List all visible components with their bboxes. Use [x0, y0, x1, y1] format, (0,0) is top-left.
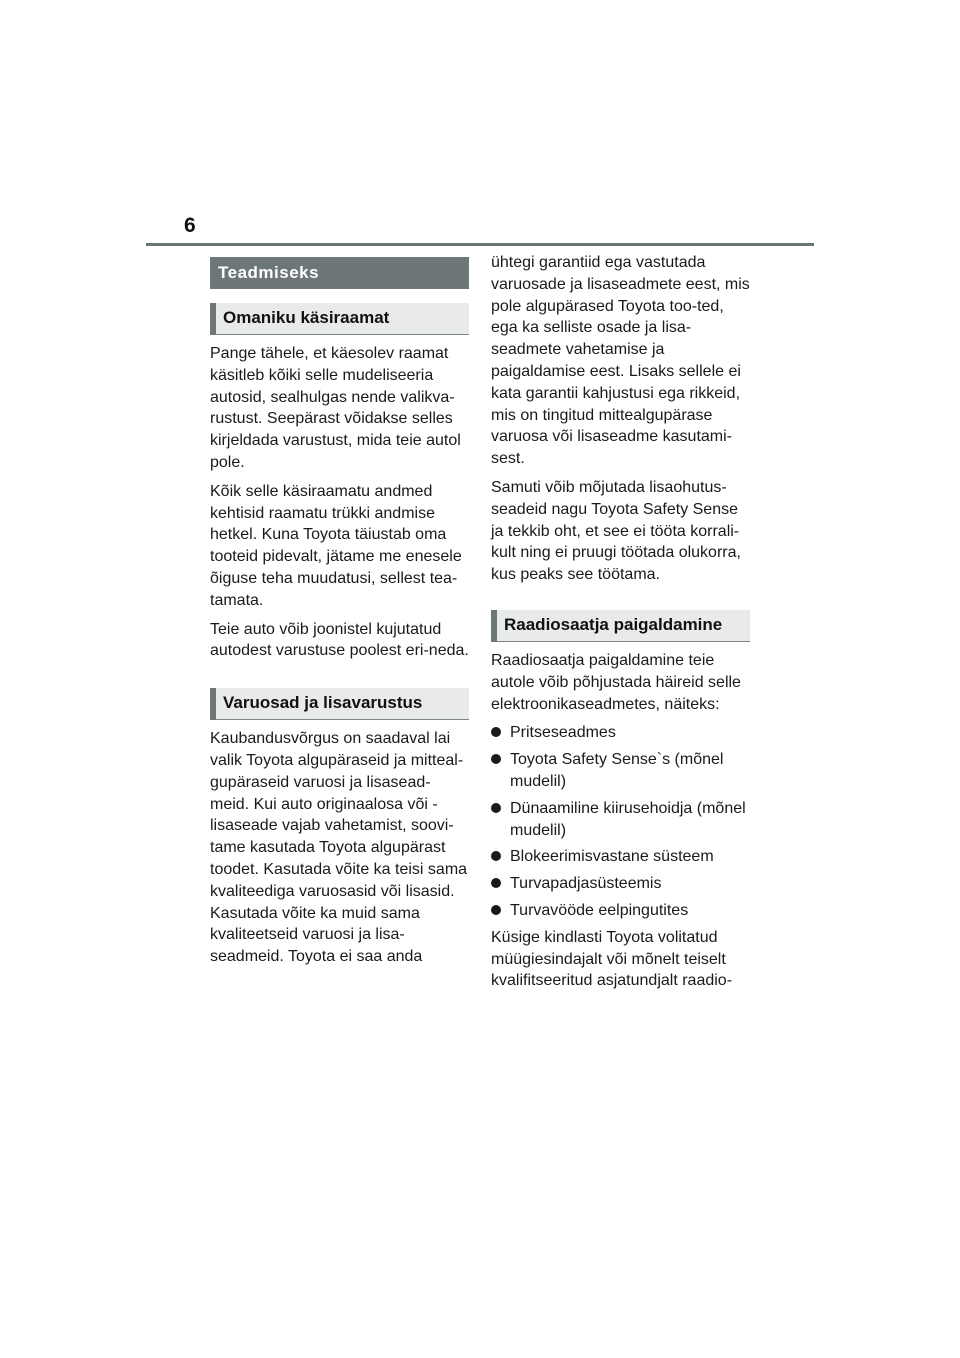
list-item-text: Pritseseadmes	[510, 724, 616, 742]
list-item-text: Blokeerimisvastane süsteem	[510, 848, 714, 866]
radio-device-list	[491, 722, 750, 921]
list-item	[491, 846, 750, 868]
owners-manual-paragraph: Kõik selle käsiraamatu andmed kehtisid raamatu trükki andmise hetkel. Kuna Toyota täiustab oma tooteid pidevalt, jätame me enesele õiguse teha muudatusi, sellest tea-tamata.	[210, 482, 462, 609]
parts-continued-paragraph: ühtegi garantiid ega vastutada varuosade ja lisaseadmete eest, mis pole algupärased Toyota too-ted, ega ka selliste osade ja lisa-seadmete vahetamise ja paigaldamise eest. Lisaks sellele ei kata garantii kahjustusi ega rikkeid, mis on tingitud mittealgupärase varuosa või lisaseadme kasutami-sest.	[491, 254, 750, 468]
list-item-text: Turvavööde eelpingutites	[510, 901, 689, 919]
list-item-text: Turvapadjasüsteemis	[510, 875, 662, 893]
bullet-icon	[491, 851, 501, 861]
radio-intro: Raadiosaatja paigaldamine teie autole võib põhjustada häireid selle elektroonikaseadmetes, näiteks:	[491, 651, 741, 713]
bullet-icon	[491, 878, 501, 888]
parts-paragraph: Kaubandusvõrgus on saadaval lai valik Toyota algupäraseid ja mitteal-gupäraseid varuosi ja lisasead-meid. Kui auto originaalosa või -lisaseade vajab vahetamist, soovi-tame kasutada Toyota algupärast toodet. Kasutada võite ka teisi sama kvaliteediga varuosasid või lisasid. Kasutada võite ka muid sama kvaliteetseid varuosi ja lisa-seadmeid. Toyota ei saa anda	[210, 730, 468, 966]
list-item	[491, 900, 750, 922]
bullet-icon	[491, 727, 501, 737]
bullet-icon	[491, 754, 501, 764]
parts-heading: Varuosad ja lisavarustus	[210, 688, 469, 720]
page-number: 6	[184, 214, 196, 237]
owners-manual-heading: Omaniku käsiraamat	[210, 303, 469, 335]
parts-continued-paragraph: Samuti võib mõjutada lisaohutus-seadeid nagu Toyota Safety Sense ja tekkib oht, et see ei tööta korrali-kult ning ei pruugi töötada olukorra, kus peaks see töötama.	[491, 478, 741, 584]
list-item	[491, 873, 750, 895]
list-item	[491, 798, 750, 842]
list-item	[491, 722, 750, 744]
owners-manual-paragraph: Teie auto võib joonistel kujutatud autodest varustuse poolest eri-neda.	[210, 620, 469, 660]
list-item-text: Toyota Safety Sense`s (mõnel mudelil)	[510, 751, 724, 790]
owners-manual-paragraph: Pange tähele, et käesolev raamat käsitleb kõiki selle mudeliseeria autosid, sealhulgas nende valikva-rustust. Seepärast võidakse selles kirjeldada varustust, mida teie autol pole.	[210, 345, 461, 471]
bullet-icon	[491, 905, 501, 915]
bullet-icon	[491, 803, 501, 813]
section-title: Teadmiseks	[210, 257, 469, 289]
radio-closing: Küsige kindlasti Toyota volitatud müügiesindajalt või mõnelt teiselt kvalifitseeritud asjatundjalt raadio-	[491, 928, 733, 990]
radio-heading: Raadiosaatja paigaldamine	[491, 610, 750, 642]
list-item	[491, 749, 750, 793]
header-rule	[146, 243, 814, 246]
list-item-text: Dünaamiline kiirusehoidja (mõnel mudelil)	[510, 799, 746, 839]
left-column	[210, 257, 469, 975]
right-column	[491, 252, 750, 999]
